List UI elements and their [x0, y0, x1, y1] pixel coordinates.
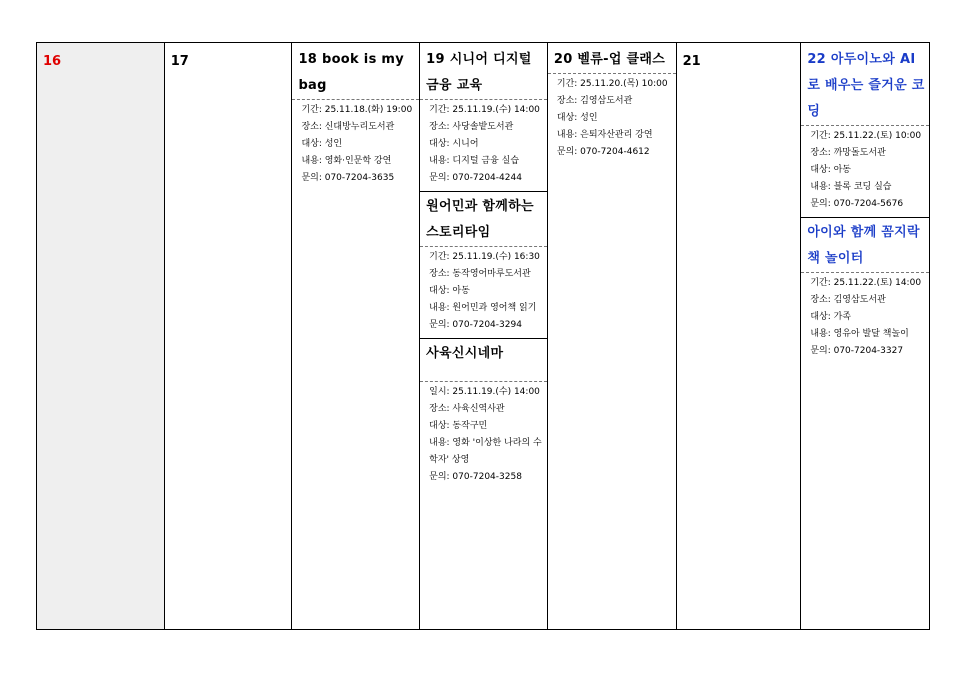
event-20-content: 내용: 은퇴자산관리 강연 — [556, 130, 653, 140]
event-19c-contact: 문의: 070-7204-3258 — [429, 472, 522, 482]
event-20-details — [548, 74, 676, 165]
day-number-18: 18 — [298, 52, 318, 67]
day-number-16: 16 — [43, 54, 62, 69]
day-column-16 — [37, 43, 165, 629]
event-19a-date: 기간: 25.11.19.(수) 14:00 — [429, 105, 540, 115]
event-19c-date: 일시: 25.11.19.(수) 14:00 — [429, 387, 540, 397]
event-19b-place: 장소: 동작영어마루도서관 — [429, 269, 531, 279]
event-22a-details — [801, 126, 929, 217]
event-20-date: 기간: 25.11.20.(목) 10:00 — [556, 79, 668, 89]
event-19b-details — [420, 247, 547, 338]
event-19b-content: 내용: 원어민과 영어책 읽기 — [429, 303, 537, 313]
day-column-21 — [677, 43, 802, 629]
event-19a-title: 시니어 디지털 금융 교육 — [426, 52, 532, 93]
event-19c-place: 장소: 사육신역사관 — [429, 404, 505, 414]
event-19b-contact: 문의: 070-7204-3294 — [429, 320, 522, 330]
event-19c-content: 내용: 영화 '이상한 나라의 수학자' 상영 — [429, 438, 542, 465]
day-number-21: 21 — [682, 54, 701, 69]
day-number-19: 19 — [426, 52, 445, 67]
event-22a-contact: 문의: 070-7204-5676 — [810, 199, 904, 209]
event-title-19a — [420, 43, 547, 99]
event-19a-target: 대상: 시니어 — [429, 139, 479, 149]
event-19c-details — [420, 382, 547, 490]
event-title-20 — [548, 43, 676, 73]
event-18-title: book is my bag — [298, 52, 405, 93]
event-19a-details — [420, 100, 547, 191]
event-18-place: 장소: 신대방누리도서관 — [301, 122, 395, 132]
event-22a-date: 기간: 25.11.22.(토) 10:00 — [810, 131, 922, 141]
event-18-contact: 문의: 070-7204-3635 — [301, 173, 395, 183]
event-20-place: 장소: 김영삼도서관 — [556, 96, 633, 106]
event-19c-title: 사육신시네마 — [426, 346, 504, 361]
event-22a-title: 아두이노와 AI로 배우는 즐거운 코딩 — [807, 52, 925, 119]
event-22b-content: 내용: 영유아 발달 책놀이 — [810, 329, 909, 339]
event-20-contact: 문의: 070-7204-4612 — [556, 147, 650, 157]
event-19b-title: 원어민과 함께하는 스토리타임 — [426, 199, 534, 240]
event-19c-target: 대상: 동작구민 — [429, 421, 488, 431]
event-19a-contact: 문의: 070-7204-4244 — [429, 173, 522, 183]
event-19a-content: 내용: 디지털 금융 실습 — [429, 156, 520, 166]
event-title-22a — [801, 43, 929, 125]
event-18-date: 기간: 25.11.18.(화) 19:00 — [301, 105, 413, 115]
day-column-18 — [292, 43, 420, 629]
day-column-20 — [548, 43, 677, 629]
event-22b-contact: 문의: 070-7204-3327 — [810, 346, 904, 356]
day-column-22 — [801, 43, 929, 629]
event-18-content: 내용: 영화·인문학 강연 — [301, 156, 392, 166]
event-22b-date: 기간: 25.11.22.(토) 14:00 — [810, 278, 922, 288]
event-18-details — [292, 100, 419, 191]
day-number-20: 20 — [553, 52, 573, 67]
day-number-22: 22 — [807, 52, 827, 67]
event-22a-target: 대상: 아동 — [810, 165, 851, 175]
event-19a-place: 장소: 사당솔밭도서관 — [429, 122, 514, 132]
event-19b-date: 기간: 25.11.19.(수) 16:30 — [429, 252, 540, 262]
event-title-18 — [292, 43, 419, 99]
event-22b-title: 아이와 함께 꼼지락 책 놀이터 — [807, 225, 920, 266]
event-18-target: 대상: 성인 — [301, 139, 343, 149]
event-20-title: 벨류-업 클래스 — [577, 52, 666, 67]
event-22b-place: 장소: 김영삼도서관 — [810, 295, 886, 305]
calendar-week-grid — [36, 42, 930, 630]
day-column-17 — [165, 43, 293, 629]
event-19b-target: 대상: 아동 — [429, 286, 470, 296]
event-22a-place: 장소: 까망돌도서관 — [810, 148, 886, 158]
day-number-17: 17 — [170, 54, 189, 69]
day-column-19 — [420, 43, 548, 629]
event-22a-content: 내용: 블록 코딩 실습 — [810, 182, 892, 192]
event-22b-details — [801, 273, 929, 364]
event-20-target: 대상: 성인 — [556, 113, 598, 123]
event-22b-target: 대상: 가족 — [810, 312, 851, 322]
